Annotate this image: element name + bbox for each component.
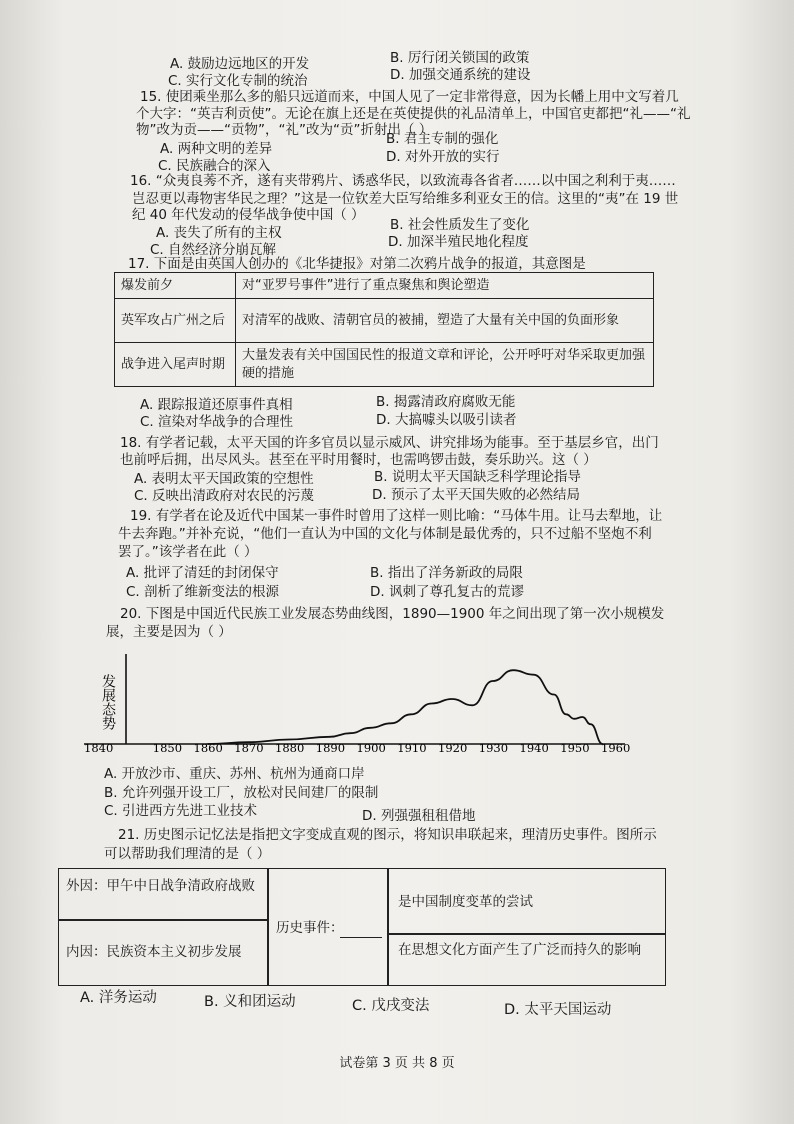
q17-content-cell: 对清军的战败、清朝官员的被捕，塑造了大量有关中国的负面形象: [236, 299, 654, 343]
q18-stem-line1: 18. 有学者记载，太平天国的许多官员以显示威风、讲究排场为能事。至于基层乡官，出门: [120, 435, 659, 451]
trend-line: [208, 670, 603, 744]
q21-stem-line2: 可以帮助我们理清的是（ ）: [104, 846, 271, 862]
q19-stem-line1: 19. 有学者在论及近代中国某一事件时曾用了这样一则比喻：“马体牛用。让马去犁地，让: [130, 508, 663, 524]
q16-stem-line1: 16. “众夷良莠不齐，遂有夹带鸦片、诱惑华民，以致流毒各省者……以中国之利利于夷……: [130, 173, 676, 189]
x-tick-label: 1950: [560, 741, 590, 755]
x-tick-label: 1930: [478, 741, 509, 755]
q18-option-b[interactable]: B. 说明太平天国缺乏科学理论指导: [374, 469, 581, 485]
q16-stem-line3: 纪 40 年代发动的侵华战争使中国（ ）: [132, 207, 365, 223]
q19-option-b[interactable]: B. 指出了洋务新政的局限: [370, 565, 523, 581]
x-tick-label: 1940: [519, 741, 549, 755]
q20-option-c[interactable]: C. 引进西方先进工业技术: [104, 803, 258, 819]
q14-option-b[interactable]: B. 厉行闭关锁国的政策: [390, 50, 530, 66]
q21-option-c[interactable]: C. 戊戌变法: [352, 998, 430, 1014]
q17-content-cell: 大量发表有关中国国民性的报道文章和评论，公开呼吁对华采取更加强硬的措施: [236, 343, 654, 387]
q18-stem-line2: 也前呼后拥，出尽风头。甚至在平时用餐时，也需鸣锣击鼓，奏乐助兴。这（ ）: [120, 452, 597, 468]
q14-option-a[interactable]: A. 鼓励边远地区的开发: [170, 56, 310, 72]
x-tick-label: 1840: [84, 741, 114, 755]
q18-option-c[interactable]: C. 反映出清政府对农民的污蔑: [134, 488, 315, 504]
q20-stem-line2: 展，主要是因为（ ）: [106, 624, 232, 640]
x-tick-label: 1900: [356, 741, 386, 755]
q21-answer-blank[interactable]: [340, 937, 382, 938]
page-footer: 试卷第 3 页 共 8 页: [339, 1056, 455, 1071]
q17-stem: 17. 下面是由英国人创办的《北华捷报》对第二次鸦片战争的报道，其意图是: [128, 256, 586, 272]
chart-svg: [80, 644, 640, 760]
x-tick-label: 1890: [315, 741, 346, 755]
q17-option-a[interactable]: A. 跟踪报道还原事件真相: [140, 397, 293, 413]
table-row: [115, 299, 654, 343]
q15-option-c[interactable]: C. 民族融合的深入: [158, 158, 271, 174]
q19-option-c[interactable]: C. 剖析了维新变法的根源: [126, 584, 280, 600]
q17-option-c[interactable]: C. 渲染对华战争的合理性: [140, 414, 294, 430]
q17-stage-cell: 爆发前夕: [115, 273, 236, 299]
q19-stem-line3: 罢了。”该学者在此（ ）: [118, 544, 258, 560]
q18-option-d[interactable]: D. 预示了太平天国失败的必然结局: [372, 487, 580, 503]
q18-option-a[interactable]: A. 表明太平天国政策的空想性: [134, 471, 314, 487]
q21-result2-text: 在思想文化方面产生了广泛而持久的影响: [398, 942, 641, 958]
x-tick-label: 1860: [193, 741, 223, 755]
q21-external-text: 外因：甲午中日战争清政府战败: [66, 878, 255, 894]
table-row: [115, 273, 654, 299]
q15-option-a[interactable]: A. 两种文明的差异: [160, 141, 273, 157]
x-tick-label: 1960: [601, 741, 631, 755]
q16-option-a[interactable]: A. 丧失了所有的主权: [156, 225, 282, 241]
q16-stem-line2: 岂忍更以毒物害华民之理？”这是一位钦差大臣写给维多利亚女王的信。这里的“夷”在 19 世: [132, 191, 679, 207]
q17-stage-cell: 英军攻占广州之后: [115, 299, 236, 343]
q21-option-d[interactable]: D. 太平天国运动: [504, 1002, 612, 1018]
q17-table: [114, 272, 654, 387]
q15-option-d[interactable]: D. 对外开放的实行: [386, 149, 500, 165]
q21-internal-text: 内因：民族资本主义初步发展: [66, 944, 242, 960]
x-tick-labels: [84, 741, 630, 755]
y-axis-label: 发展态势: [100, 674, 116, 730]
q14-option-c[interactable]: C. 实行文化专制的统治: [168, 73, 308, 89]
q16-option-b[interactable]: B. 社会性质发生了变化: [390, 217, 530, 233]
x-tick-label: 1910: [397, 741, 427, 755]
q16-option-d[interactable]: D. 加深半殖民地化程度: [388, 234, 529, 250]
q15-option-b[interactable]: B. 君主专制的强化: [386, 131, 499, 147]
q21-event-label: 历史事件：: [276, 920, 344, 936]
q21-stem-line1: 21. 历史图示记忆法是指把文字变成直观的图示，将知识串联起来，理清历史事件。图所示: [118, 827, 657, 843]
q17-option-d[interactable]: D. 大搞噱头以吸引读者: [376, 412, 517, 428]
x-tick-label: 1870: [234, 741, 264, 755]
q17-option-b[interactable]: B. 揭露清政府腐败无能: [376, 394, 516, 410]
q19-stem-line2: 牛去奔跑。”并补充说，“他们一直认为中国的文化与体制是最优秀的，只不过船不坚炮不利: [118, 526, 652, 542]
q14-option-d[interactable]: D. 加强交通系统的建设: [390, 67, 531, 83]
q19-option-d[interactable]: D. 讽刺了尊孔复古的荒谬: [370, 584, 524, 600]
q20-option-d[interactable]: D. 列强强租租借地: [362, 808, 476, 824]
q21-option-b[interactable]: B. 义和团运动: [204, 994, 296, 1010]
x-tick-label: 1850: [152, 741, 183, 755]
q15-stem-line3: 物”改为贡——“贡物”，“礼”改为“贡”折射出（ ）: [136, 122, 433, 138]
q21-option-a[interactable]: A. 洋务运动: [80, 990, 157, 1006]
x-tick-label: 1920: [438, 741, 468, 755]
q16-option-c[interactable]: C. 自然经济分崩瓦解: [150, 242, 277, 258]
x-tick-label: 1880: [275, 741, 305, 755]
q20-option-b[interactable]: B. 允许列强开设工厂，放松对民间建厂的限制: [104, 785, 379, 801]
industry-trend-chart: [80, 644, 640, 764]
q17-stage-cell: 战争进入尾声时期: [115, 343, 236, 387]
q17-content-cell: 对“亚罗号事件”进行了重点聚焦和舆论塑造: [236, 273, 654, 299]
q19-option-a[interactable]: A. 批评了清廷的封闭保守: [126, 565, 279, 581]
q20-option-a[interactable]: A. 开放沙市、重庆、苏州、杭州为通商口岸: [104, 766, 365, 782]
q21-result1-text: 是中国制度变革的尝试: [398, 894, 533, 910]
q15-stem-line2: 个大字：“英吉利贡使”。无论在旗上还是在英使提供的礼品清单上，中国官吏都把“礼——“礼: [136, 106, 691, 122]
table-row: [115, 343, 654, 387]
q20-stem-line1: 20. 下图是中国近代民族工业发展态势曲线图，1890—1900 年之间出现了第一次小规模发: [120, 606, 665, 622]
q15-stem-line1: 15. 使团乘坐那么多的船只远道而来，中国人见了一定非常得意，因为长幡上用中文写着几: [140, 89, 679, 105]
